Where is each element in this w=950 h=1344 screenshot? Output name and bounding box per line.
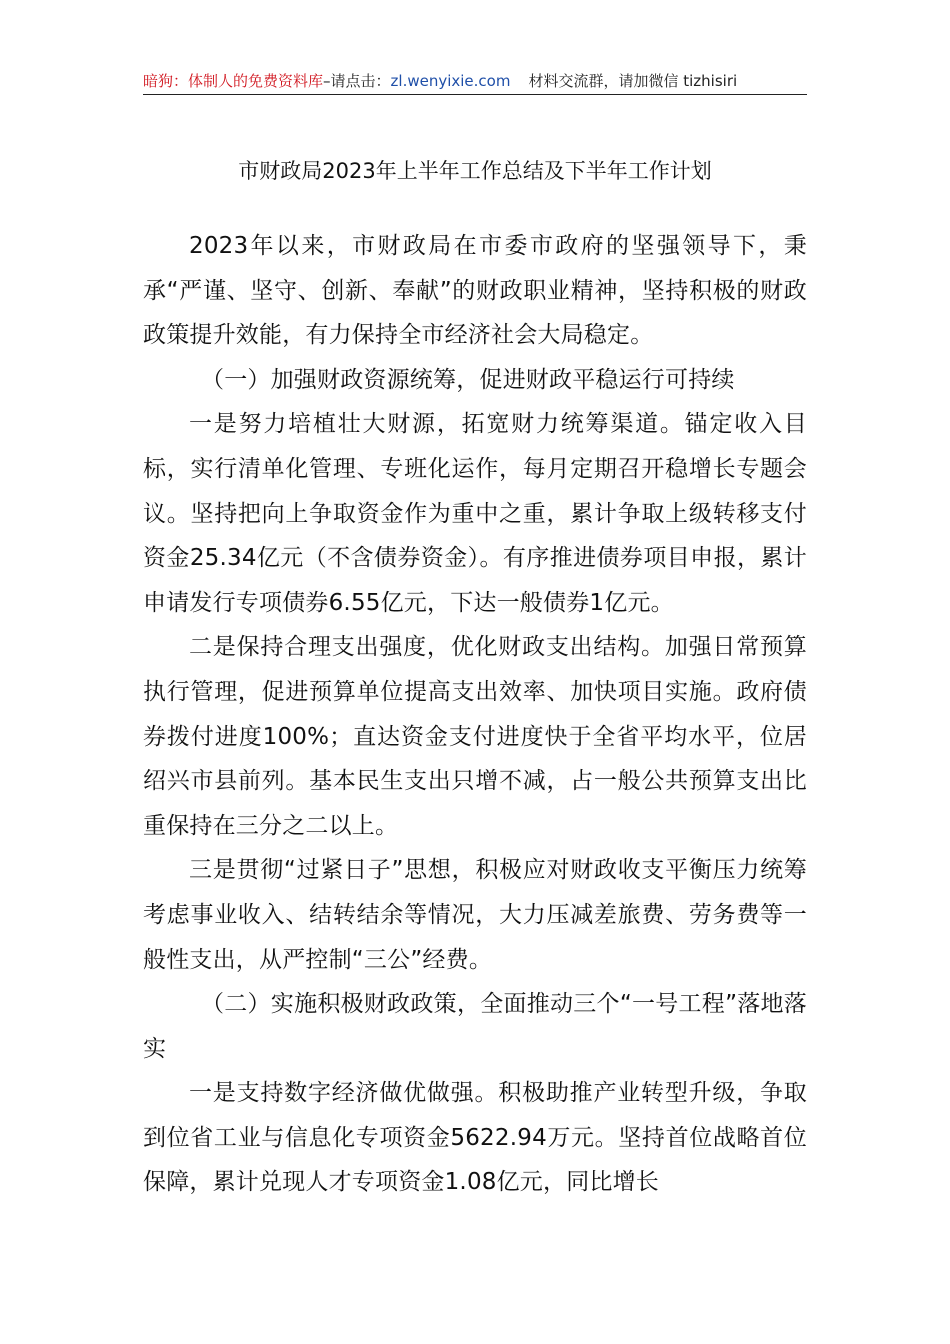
page-header xyxy=(143,68,807,95)
header-wechat-note: 材料交流群，请加微信 tizhisiri xyxy=(528,72,738,90)
paragraph-1-2: 二是保持合理支出强度，优化财政支出结构。加强日常预算执行管理，促进预算单位提高支出效率、加快项目实施。政府债券拨付进度100%；直达资金支付进度快于全省平均水平，位居绍兴市县前列。基本民生支出只增不减，占一般公共预算支出比重保持在三分之二以上。 xyxy=(143,634,807,839)
header-site-name: 暗狗：体制人的免费资料库 xyxy=(143,72,324,90)
section-heading-1: （一）加强财政资源统筹，促进财政平稳运行可持续 xyxy=(201,366,735,393)
document-body xyxy=(143,224,807,1205)
paragraph-1-1: 一是努力培植壮大财源，拓宽财力统筹渠道。锚定收入目标，实行清单化管理、专班化运作，每月定期召开稳增长专题会议。坚持把向上争取资金作为重中之重，累计争取上级转移支付资金25.34亿元（不含债券资金）。有序推进债券项目申报，累计申请发行专项债券6.55亿元，下达一般债券1亿元。 xyxy=(143,411,807,616)
section-heading-2: （二）实施积极财政政策，全面推动三个“一号工程”落地落实 xyxy=(143,991,807,1062)
paragraph-1-3: 三是贯彻“过紧日子”思想，积极应对财政收支平衡压力统筹考虑事业收入、结转结余等情况，大力压减差旅费、劳务费等一般性支出，从严控制“三公”经费。 xyxy=(143,857,807,973)
paragraph-2-1: 一是支持数字经济做优做强。积极助推产业转型升级，争取到位省工业与信息化专项资金5622.94万元。坚持首位战略首位保障，累计兑现人才专项资金1.08亿元，同比增长 xyxy=(143,1080,807,1196)
header-click-prefix: –请点击： xyxy=(323,72,391,90)
document-title: 市财政局2023年上半年工作总结及下半年工作计划 xyxy=(238,159,712,183)
header-url-link[interactable]: zl.wenyixie.com xyxy=(390,72,511,90)
paragraph-intro: 2023年以来，市财政局在市委市政府的坚强领导下，秉承“严谨、坚守、创新、奉献”的财政职业精神，坚持积极的财政政策提升效能，有力保持全市经济社会大局稳定。 xyxy=(143,233,807,349)
